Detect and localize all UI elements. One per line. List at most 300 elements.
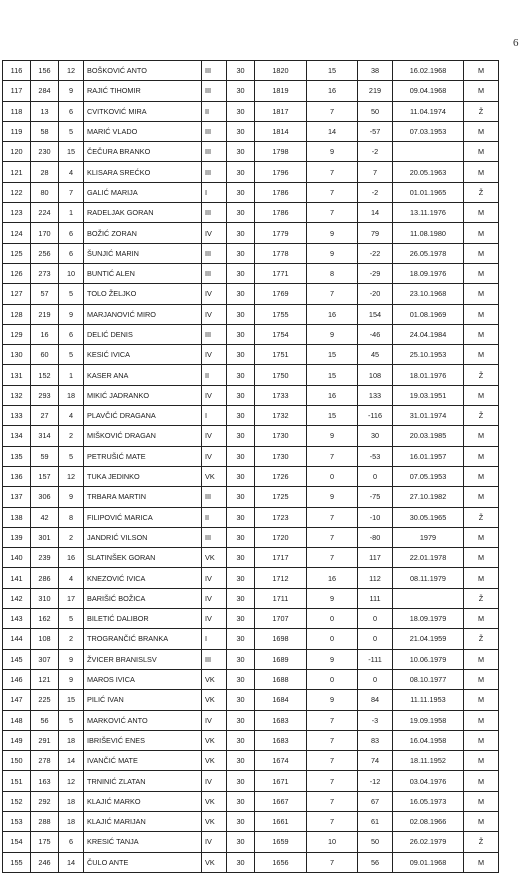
cell-num-a: 59 [31,446,59,466]
cell-num-b: 8 [59,507,84,527]
cell-birth-date: 20.03.1985 [393,426,464,446]
cell-rank: 119 [3,121,31,141]
cell-games: 0 [307,609,358,629]
cell-category: III [202,162,227,182]
page-number: 6 [513,37,519,49]
cell-category: VK [202,730,227,750]
table-row [3,223,499,243]
table-row [3,609,499,629]
cell-games: 7 [307,203,358,223]
cell-rank: 138 [3,507,31,527]
cell-games: 16 [307,568,358,588]
table-row [3,81,499,101]
cell-games: 9 [307,690,358,710]
cell-num-30: 30 [227,791,255,811]
cell-birth-date: 01.01.1965 [393,182,464,202]
cell-rating: 1667 [255,791,307,811]
cell-name: FILIPOVIĆ MARICA [84,507,202,527]
cell-num-30: 30 [227,121,255,141]
cell-birth-date: 16.05.1973 [393,791,464,811]
cell-rank: 146 [3,669,31,689]
cell-delta: 0 [358,669,393,689]
cell-birth-date: 07.03.1953 [393,121,464,141]
cell-rating: 1683 [255,710,307,730]
cell-games: 7 [307,548,358,568]
cell-category: III [202,61,227,81]
table-row [3,284,499,304]
cell-category: IV [202,832,227,852]
cell-name: TRBARA MARTIN [84,487,202,507]
cell-name: PLAVČIĆ DRAGANA [84,406,202,426]
table-row [3,649,499,669]
cell-games: 7 [307,791,358,811]
cell-gender: M [464,263,499,283]
cell-delta: -2 [358,182,393,202]
cell-category: III [202,203,227,223]
cell-category: IV [202,446,227,466]
cell-name: ČEČURA BRANKO [84,142,202,162]
cell-num-a: 291 [31,730,59,750]
cell-rank: 144 [3,629,31,649]
cell-num-b: 18 [59,791,84,811]
cell-games: 14 [307,121,358,141]
cell-num-b: 10 [59,263,84,283]
cell-delta: -2 [358,142,393,162]
cell-rating: 1786 [255,182,307,202]
cell-delta: 50 [358,101,393,121]
cell-num-b: 9 [59,669,84,689]
cell-category: VK [202,669,227,689]
cell-num-30: 30 [227,426,255,446]
cell-birth-date: 10.06.1979 [393,649,464,669]
cell-rank: 121 [3,162,31,182]
cell-name: MIKIĆ JADRANKO [84,385,202,405]
cell-rank: 134 [3,426,31,446]
cell-rating: 1750 [255,365,307,385]
cell-num-a: 28 [31,162,59,182]
cell-rank: 117 [3,81,31,101]
table-body [3,61,499,873]
cell-gender: M [464,487,499,507]
cell-rank: 155 [3,852,31,872]
table-row [3,61,499,81]
cell-rank: 151 [3,771,31,791]
cell-rank: 128 [3,304,31,324]
cell-rank: 126 [3,263,31,283]
cell-games: 9 [307,426,358,446]
cell-games: 15 [307,61,358,81]
cell-num-30: 30 [227,507,255,527]
cell-num-30: 30 [227,365,255,385]
cell-num-b: 7 [59,182,84,202]
cell-birth-date: 09.04.1968 [393,81,464,101]
cell-rank: 135 [3,446,31,466]
cell-num-30: 30 [227,406,255,426]
cell-games: 7 [307,771,358,791]
cell-name: GALIĆ MARIJA [84,182,202,202]
cell-num-30: 30 [227,771,255,791]
cell-birth-date: 31.01.1974 [393,406,464,426]
cell-category: III [202,263,227,283]
cell-num-b: 6 [59,832,84,852]
cell-name: SLATINŠEK GORAN [84,548,202,568]
cell-birth-date: 11.08.1980 [393,223,464,243]
cell-category: II [202,507,227,527]
table-row [3,345,499,365]
cell-num-a: 170 [31,223,59,243]
cell-rating: 1656 [255,852,307,872]
cell-num-b: 14 [59,852,84,872]
cell-games: 9 [307,223,358,243]
table-row [3,385,499,405]
cell-rank: 141 [3,568,31,588]
cell-gender: M [464,121,499,141]
cell-num-30: 30 [227,466,255,486]
cell-delta: 38 [358,61,393,81]
cell-category: VK [202,751,227,771]
cell-name: KASER ANA [84,365,202,385]
cell-gender: M [464,791,499,811]
table-row [3,507,499,527]
cell-rank: 132 [3,385,31,405]
results-table [2,60,499,873]
cell-games: 9 [307,588,358,608]
table-row [3,811,499,831]
cell-num-a: 239 [31,548,59,568]
cell-num-a: 256 [31,243,59,263]
table-row [3,690,499,710]
table-row [3,365,499,385]
cell-num-30: 30 [227,61,255,81]
cell-rating: 1820 [255,61,307,81]
cell-name: KLAJIĆ MARKO [84,791,202,811]
cell-birth-date [393,588,464,608]
cell-num-a: 273 [31,263,59,283]
cell-gender: Ž [464,182,499,202]
cell-num-a: 246 [31,852,59,872]
cell-rank: 124 [3,223,31,243]
cell-num-a: 60 [31,345,59,365]
cell-num-b: 12 [59,466,84,486]
cell-num-b: 5 [59,345,84,365]
cell-gender: M [464,61,499,81]
cell-gender: Ž [464,406,499,426]
cell-num-b: 6 [59,243,84,263]
cell-category: VK [202,811,227,831]
cell-rating: 1733 [255,385,307,405]
cell-category: III [202,649,227,669]
cell-gender: M [464,609,499,629]
table-row [3,142,499,162]
cell-delta: -20 [358,284,393,304]
cell-num-a: 16 [31,324,59,344]
cell-num-a: 301 [31,527,59,547]
cell-rating: 1661 [255,811,307,831]
cell-num-30: 30 [227,649,255,669]
cell-name: MARJANOVIĆ MIRO [84,304,202,324]
cell-games: 7 [307,507,358,527]
cell-delta: 56 [358,852,393,872]
table-row [3,669,499,689]
cell-rank: 116 [3,61,31,81]
cell-category: II [202,101,227,121]
cell-birth-date: 19.03.1951 [393,385,464,405]
cell-birth-date: 23.10.1968 [393,284,464,304]
cell-birth-date: 27.10.1982 [393,487,464,507]
cell-birth-date: 21.04.1959 [393,629,464,649]
cell-num-b: 9 [59,487,84,507]
cell-rank: 152 [3,791,31,811]
cell-delta: 79 [358,223,393,243]
cell-delta: 219 [358,81,393,101]
cell-rating: 1751 [255,345,307,365]
cell-category: VK [202,466,227,486]
cell-num-a: 162 [31,609,59,629]
cell-birth-date: 18.01.1976 [393,365,464,385]
cell-delta: 117 [358,548,393,568]
table-row [3,324,499,344]
cell-category: IV [202,609,227,629]
cell-gender: M [464,426,499,446]
cell-rank: 125 [3,243,31,263]
table-row [3,852,499,872]
cell-category: III [202,142,227,162]
cell-games: 7 [307,527,358,547]
cell-rating: 1769 [255,284,307,304]
cell-num-b: 18 [59,811,84,831]
cell-gender: M [464,548,499,568]
cell-num-b: 6 [59,223,84,243]
cell-category: IV [202,345,227,365]
cell-rating: 1779 [255,223,307,243]
cell-delta: -80 [358,527,393,547]
cell-num-30: 30 [227,852,255,872]
cell-num-b: 4 [59,568,84,588]
cell-rating: 1723 [255,507,307,527]
cell-birth-date: 26.02.1979 [393,832,464,852]
table-row [3,243,499,263]
cell-rating: 1688 [255,669,307,689]
cell-name: TOLO ŽELJKO [84,284,202,304]
cell-birth-date: 16.04.1958 [393,730,464,750]
cell-num-30: 30 [227,548,255,568]
cell-name: IVANČIĆ MATE [84,751,202,771]
cell-rating: 1796 [255,162,307,182]
cell-num-a: 224 [31,203,59,223]
cell-num-a: 278 [31,751,59,771]
cell-delta: 67 [358,791,393,811]
cell-num-a: 13 [31,101,59,121]
cell-num-b: 5 [59,609,84,629]
cell-category: IV [202,588,227,608]
cell-gender: M [464,142,499,162]
cell-games: 15 [307,365,358,385]
cell-games: 0 [307,669,358,689]
cell-gender: Ž [464,629,499,649]
cell-rank: 123 [3,203,31,223]
cell-name: JANDRIĆ VILSON [84,527,202,547]
cell-rating: 1786 [255,203,307,223]
cell-num-30: 30 [227,588,255,608]
cell-delta: 0 [358,609,393,629]
cell-rating: 1684 [255,690,307,710]
cell-rank: 122 [3,182,31,202]
cell-num-a: 152 [31,365,59,385]
cell-num-b: 18 [59,730,84,750]
cell-delta: -75 [358,487,393,507]
cell-num-b: 15 [59,690,84,710]
cell-name: KLISARA SREĆKO [84,162,202,182]
cell-num-30: 30 [227,101,255,121]
cell-delta: 133 [358,385,393,405]
table-row [3,730,499,750]
cell-delta: -29 [358,263,393,283]
cell-name: BUNTIĆ ALEN [84,263,202,283]
cell-num-b: 4 [59,162,84,182]
cell-gender: M [464,203,499,223]
cell-num-a: 121 [31,669,59,689]
cell-num-b: 16 [59,548,84,568]
cell-games: 7 [307,446,358,466]
cell-gender: M [464,304,499,324]
cell-games: 16 [307,304,358,324]
cell-rank: 153 [3,811,31,831]
table-row [3,406,499,426]
cell-name: TUKA JEDINKO [84,466,202,486]
cell-delta: -57 [358,121,393,141]
cell-rank: 136 [3,466,31,486]
cell-games: 7 [307,730,358,750]
cell-rank: 142 [3,588,31,608]
cell-num-a: 292 [31,791,59,811]
cell-gender: M [464,385,499,405]
cell-birth-date: 26.05.1978 [393,243,464,263]
table-row [3,182,499,202]
cell-games: 7 [307,284,358,304]
cell-delta: 83 [358,730,393,750]
cell-delta: -10 [358,507,393,527]
cell-name: KRESIĆ TANJA [84,832,202,852]
cell-games: 7 [307,101,358,121]
cell-num-b: 2 [59,629,84,649]
table-row [3,203,499,223]
cell-gender: M [464,669,499,689]
cell-rating: 1725 [255,487,307,507]
table-row [3,588,499,608]
cell-games: 0 [307,629,358,649]
cell-birth-date: 18.09.1976 [393,263,464,283]
cell-rank: 143 [3,609,31,629]
cell-games: 7 [307,710,358,730]
cell-gender: Ž [464,588,499,608]
cell-category: III [202,527,227,547]
cell-num-30: 30 [227,142,255,162]
cell-name: TROGRANČIĆ BRANKA [84,629,202,649]
cell-gender: M [464,243,499,263]
cell-birth-date: 1979 [393,527,464,547]
cell-delta: 112 [358,568,393,588]
table-row [3,487,499,507]
cell-num-30: 30 [227,487,255,507]
cell-birth-date: 30.05.1965 [393,507,464,527]
cell-rank: 118 [3,101,31,121]
cell-birth-date: 16.02.1968 [393,61,464,81]
cell-num-a: 175 [31,832,59,852]
cell-num-30: 30 [227,446,255,466]
cell-delta: 50 [358,832,393,852]
cell-delta: 14 [358,203,393,223]
cell-category: IV [202,568,227,588]
cell-birth-date: 08.10.1977 [393,669,464,689]
cell-rank: 150 [3,751,31,771]
cell-category: I [202,406,227,426]
cell-games: 15 [307,345,358,365]
cell-rank: 127 [3,284,31,304]
cell-category: VK [202,548,227,568]
cell-name: CVITKOVIĆ MIRA [84,101,202,121]
cell-rating: 1683 [255,730,307,750]
cell-gender: M [464,81,499,101]
cell-games: 9 [307,487,358,507]
cell-gender: M [464,223,499,243]
cell-rank: 140 [3,548,31,568]
table-row [3,466,499,486]
cell-birth-date: 07.05.1953 [393,466,464,486]
cell-delta: 0 [358,466,393,486]
cell-rating: 1819 [255,81,307,101]
cell-birth-date: 13.11.1976 [393,203,464,223]
cell-birth-date: 11.11.1953 [393,690,464,710]
cell-gender: M [464,324,499,344]
cell-name: KESIĆ IVICA [84,345,202,365]
cell-num-a: 156 [31,61,59,81]
cell-num-b: 17 [59,588,84,608]
cell-name: BOŠKOVIĆ ANTO [84,61,202,81]
cell-delta: -12 [358,771,393,791]
cell-num-a: 163 [31,771,59,791]
cell-rank: 137 [3,487,31,507]
cell-category: IV [202,385,227,405]
cell-rating: 1755 [255,304,307,324]
cell-num-b: 9 [59,304,84,324]
cell-name: MAROS IVICA [84,669,202,689]
cell-num-30: 30 [227,243,255,263]
cell-category: II [202,365,227,385]
cell-rank: 154 [3,832,31,852]
table-row [3,162,499,182]
cell-birth-date: 01.08.1969 [393,304,464,324]
cell-games: 7 [307,182,358,202]
cell-gender: M [464,527,499,547]
cell-num-a: 108 [31,629,59,649]
cell-category: III [202,121,227,141]
cell-num-30: 30 [227,730,255,750]
cell-category: I [202,182,227,202]
cell-name: MIŠKOVIĆ DRAGAN [84,426,202,446]
cell-num-a: 310 [31,588,59,608]
cell-gender: M [464,771,499,791]
cell-gender: M [464,811,499,831]
cell-rating: 1798 [255,142,307,162]
cell-num-a: 27 [31,406,59,426]
cell-num-a: 157 [31,466,59,486]
cell-category: VK [202,791,227,811]
table-row [3,791,499,811]
cell-name: TRNINIĆ ZLATAN [84,771,202,791]
cell-num-30: 30 [227,81,255,101]
cell-gender: M [464,690,499,710]
cell-rank: 148 [3,710,31,730]
